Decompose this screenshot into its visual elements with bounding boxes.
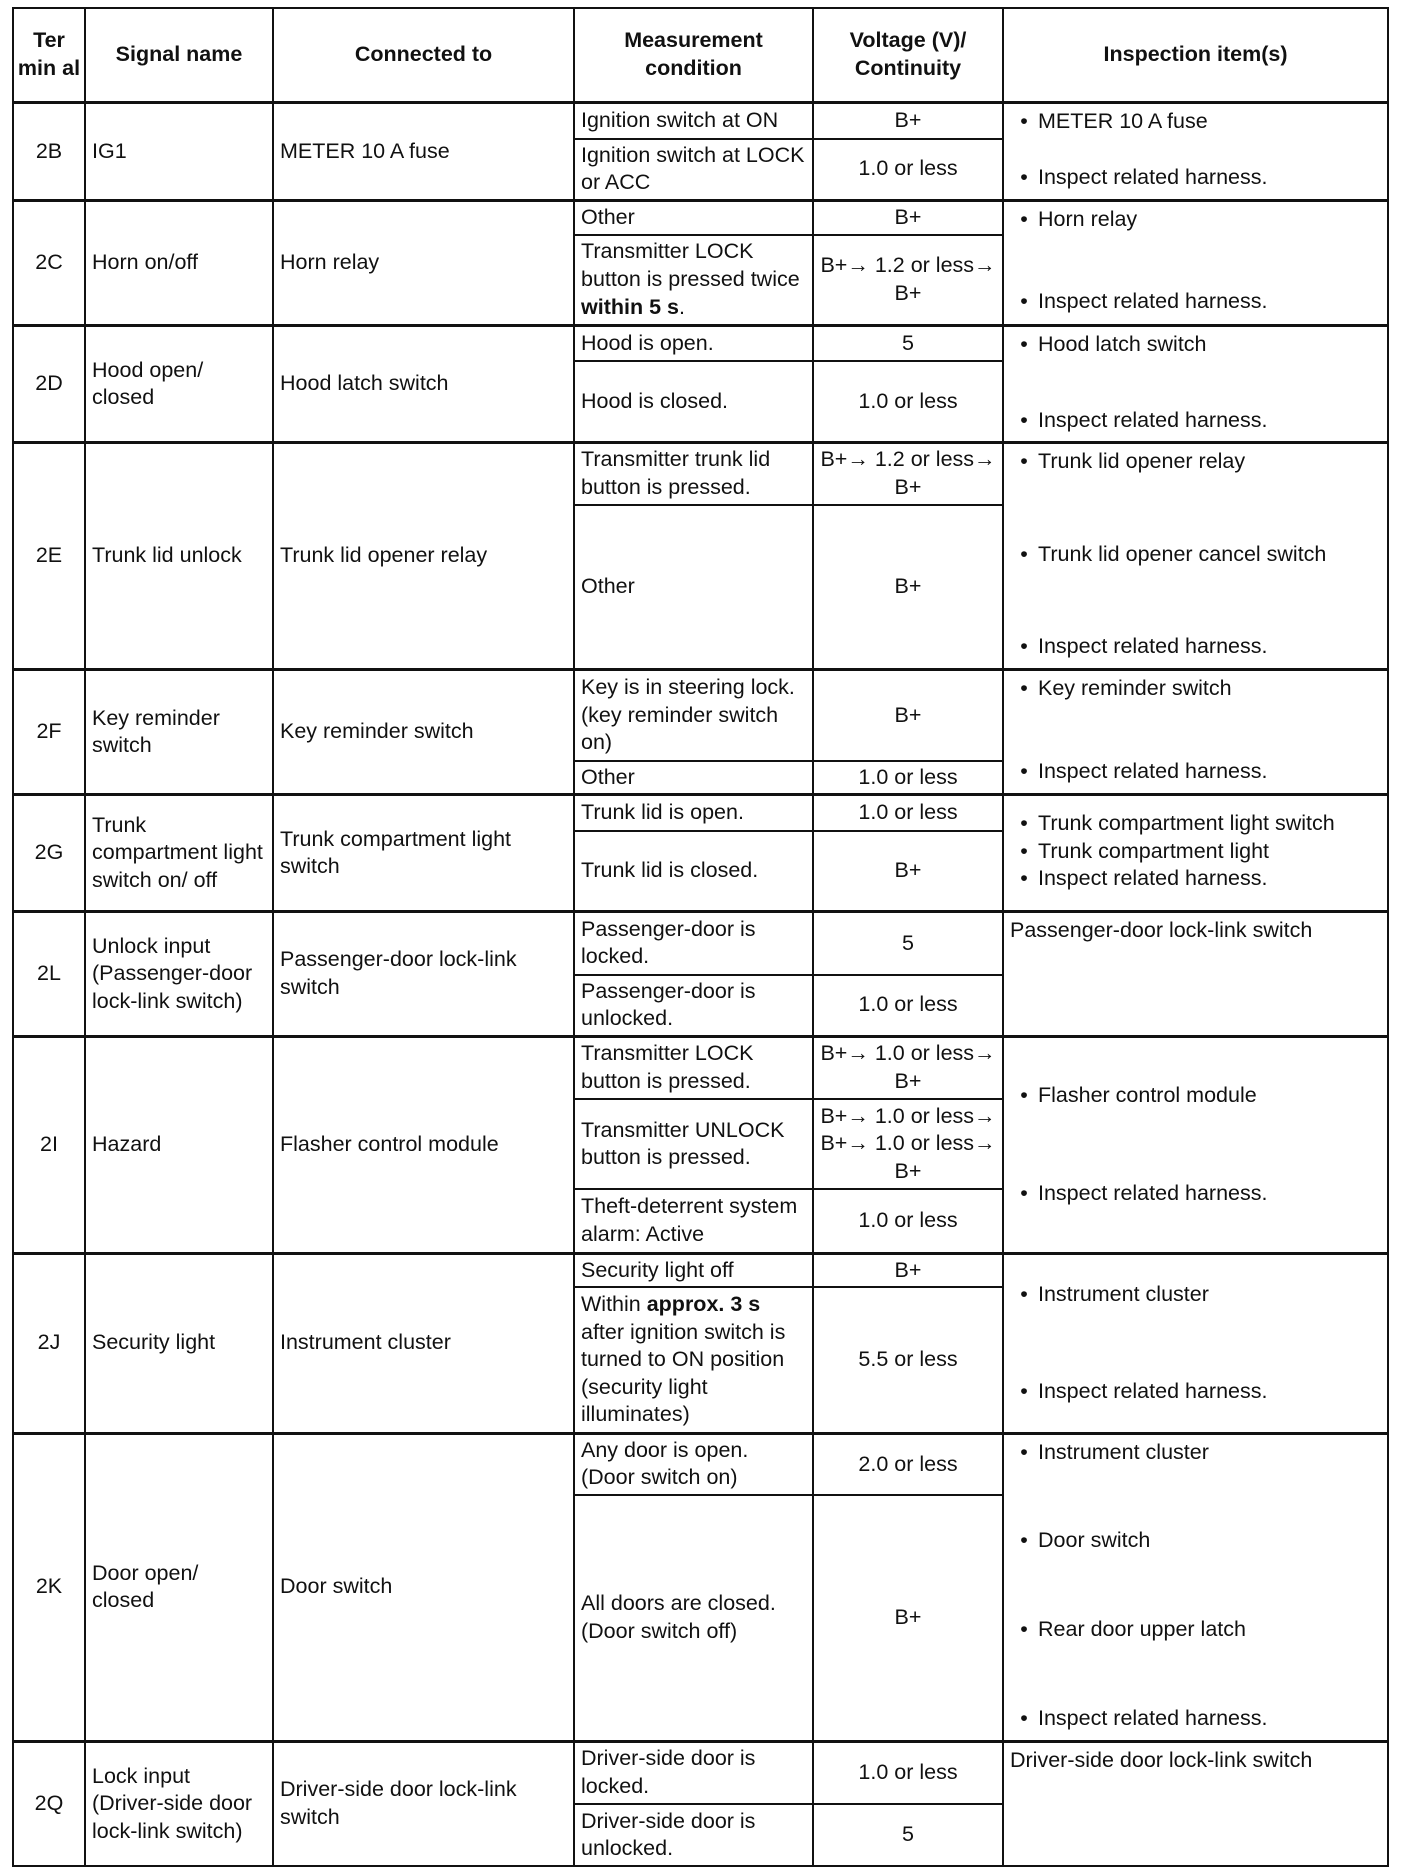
- table-row: [13, 201, 1388, 235]
- voltage-cell: B+: [813, 201, 1003, 235]
- inspection-list: [1010, 1281, 1381, 1406]
- measurement-condition-cell: [574, 1253, 813, 1287]
- voltage-cell: B+→ 1.2 or less→ B+: [813, 235, 1003, 326]
- measurement-condition-cell: [574, 1741, 813, 1804]
- condition-post-text: .: [678, 294, 685, 319]
- signal-name-cell: Trunk compartment light switch on/ off: [85, 795, 273, 912]
- inspection-item-text: Trunk lid opener relay: [1038, 449, 1246, 474]
- connected-to-cell: Passenger-door lock-link switch: [273, 912, 574, 1037]
- condition-post-text: after ignition switch is turned to ON position (security light illuminates): [581, 1319, 786, 1427]
- header-terminal: Ter min al: [13, 8, 85, 103]
- inspection-item: [1010, 541, 1381, 569]
- inspection-items-cell: [1003, 326, 1388, 443]
- terminal-cell: 2L: [13, 912, 85, 1037]
- voltage-cell: 1.0 or less: [813, 361, 1003, 443]
- condition-text: Security light off: [581, 1257, 734, 1282]
- terminal-cell: 2G: [13, 795, 85, 912]
- voltage-cell: B+: [813, 103, 1003, 139]
- measurement-condition-cell: [574, 831, 813, 912]
- signal-name-cell: Unlock input (Passenger-door lock-link switch): [85, 912, 273, 1037]
- signal-name-cell: Hazard: [85, 1036, 273, 1253]
- inspection-item-text: Inspect related harness.: [1038, 289, 1268, 314]
- voltage-cell: B+: [813, 1495, 1003, 1741]
- inspection-item: [1010, 758, 1381, 786]
- inspection-item-text: Instrument cluster: [1038, 1281, 1209, 1306]
- voltage-cell: 1.0 or less: [813, 975, 1003, 1037]
- condition-text: Transmitter LOCK button is pressed.: [581, 1041, 754, 1093]
- inspection-item-text: Trunk lid opener cancel switch: [1038, 541, 1327, 566]
- voltage-cell: 5: [813, 1804, 1003, 1866]
- inspection-item: [1010, 633, 1381, 661]
- connected-to-cell: METER 10 A fuse: [273, 103, 574, 201]
- connected-to-cell: Trunk lid opener relay: [273, 443, 574, 670]
- table-row: [13, 103, 1388, 139]
- bullet-icon: •: [1020, 758, 1028, 783]
- condition-text: Transmitter LOCK button is pressed twice: [581, 239, 800, 291]
- terminal-cell: 2K: [13, 1433, 85, 1741]
- condition-text: Trunk lid is closed.: [581, 858, 759, 883]
- condition-text: Trunk lid is open.: [581, 800, 744, 825]
- inspection-item: [1010, 675, 1381, 703]
- bullet-icon: •: [1020, 165, 1028, 190]
- measurement-condition-cell: [574, 761, 813, 795]
- inspection-items-cell: [1003, 1036, 1388, 1253]
- measurement-condition-cell: [574, 1804, 813, 1866]
- signal-name-cell: Horn on/off: [85, 201, 273, 326]
- inspection-list: [1010, 331, 1381, 434]
- inspection-items-cell: [1003, 201, 1388, 326]
- table-row: [13, 443, 1388, 505]
- condition-text: All doors are closed. (Door switch off): [581, 1591, 776, 1643]
- table-row: [13, 1433, 1388, 1495]
- table-row: [13, 326, 1388, 361]
- signal-name-cell: Trunk lid unlock: [85, 443, 273, 670]
- voltage-cell: B+: [813, 831, 1003, 912]
- condition-text: Passenger-door is locked.: [581, 916, 756, 969]
- table-row: [13, 1253, 1388, 1287]
- inspection-items-cell: [1003, 912, 1388, 1037]
- inspection-item-text: Driver-side door lock-link switch: [1010, 1747, 1313, 1772]
- inspection-item: [1010, 1527, 1381, 1555]
- inspection-item-text: Inspect related harness.: [1038, 1180, 1268, 1205]
- condition-bold-text: approx. 3 s: [646, 1292, 761, 1317]
- inspection-list: [1010, 206, 1381, 316]
- terminal-cell: 2I: [13, 1036, 85, 1253]
- bullet-icon: •: [1020, 541, 1028, 566]
- inspection-item-text: Inspect related harness.: [1038, 758, 1268, 783]
- voltage-cell: B+: [813, 1253, 1003, 1287]
- voltage-cell: 2.0 or less: [813, 1433, 1003, 1495]
- bullet-icon: •: [1020, 866, 1028, 891]
- voltage-cell: 1.0 or less: [813, 795, 1003, 831]
- header-connected-to: Connected to: [273, 8, 574, 103]
- signal-name-cell: Lock input (Driver-side door lock-link switch): [85, 1741, 273, 1866]
- table-row: [13, 1741, 1388, 1804]
- signal-name-cell: Security light: [85, 1253, 273, 1433]
- inspection-item: [1010, 108, 1381, 136]
- condition-text: Ignition switch at ON: [581, 107, 779, 132]
- inspection-item-text: Door switch: [1038, 1528, 1151, 1553]
- inspection-item-text: Inspect related harness.: [1038, 634, 1268, 659]
- inspection-item-text: Horn relay: [1038, 207, 1138, 231]
- measurement-condition-cell: [574, 1433, 813, 1495]
- inspection-items-cell: [1003, 103, 1388, 201]
- voltage-cell: B+: [813, 505, 1003, 670]
- connected-to-cell: Key reminder switch: [273, 670, 574, 795]
- terminal-cell: 2E: [13, 443, 85, 670]
- inspection-items-cell: [1003, 1433, 1388, 1741]
- connected-to-cell: Door switch: [273, 1433, 574, 1741]
- bullet-icon: •: [1020, 109, 1028, 133]
- measurement-condition-cell: [574, 443, 813, 505]
- measurement-condition-cell: [574, 670, 813, 761]
- condition-text: Driver-side door is unlocked.: [581, 1808, 756, 1861]
- voltage-cell: 1.0 or less: [813, 139, 1003, 201]
- bullet-icon: •: [1020, 1706, 1028, 1731]
- voltage-cell: B+→ 1.2 or less→ B+: [813, 443, 1003, 505]
- inspection-item-text: Hood latch switch: [1038, 332, 1207, 357]
- bullet-icon: •: [1020, 811, 1028, 836]
- measurement-condition-cell: [574, 1189, 813, 1253]
- bullet-icon: •: [1020, 634, 1028, 659]
- terminal-cell: 2D: [13, 326, 85, 443]
- connected-to-cell: Driver-side door lock-link switch: [273, 1741, 574, 1866]
- measurement-condition-cell: [574, 505, 813, 670]
- header-signal-name: Signal name: [85, 8, 273, 103]
- bullet-icon: •: [1020, 838, 1028, 863]
- bullet-icon: •: [1020, 407, 1028, 432]
- condition-text: Other: [581, 574, 635, 598]
- measurement-condition-cell: [574, 1036, 813, 1099]
- voltage-cell: 1.0 or less: [813, 1189, 1003, 1253]
- inspection-items-cell: [1003, 795, 1388, 912]
- voltage-cell: 5.5 or less: [813, 1287, 1003, 1433]
- inspection-item: [1010, 1082, 1381, 1110]
- measurement-condition-cell: [574, 1495, 813, 1741]
- measurement-condition-cell: [574, 326, 813, 361]
- terminal-cell: 2C: [13, 201, 85, 326]
- condition-text: Within: [581, 1292, 647, 1317]
- condition-text: Other: [581, 764, 635, 789]
- measurement-condition-cell: [574, 1287, 813, 1433]
- voltage-cell: 5: [813, 912, 1003, 975]
- header-row: [13, 8, 1388, 103]
- inspection-items-cell: [1003, 1741, 1388, 1866]
- table-row: [13, 795, 1388, 831]
- inspection-item: [1010, 1747, 1381, 1775]
- signal-name-cell: Door open/ closed: [85, 1433, 273, 1741]
- condition-text: Other: [581, 205, 635, 229]
- bullet-icon: •: [1020, 1379, 1028, 1404]
- inspection-item-text: Inspect related harness.: [1038, 1379, 1268, 1404]
- inspection-list: [1010, 917, 1381, 1027]
- inspection-item-text: METER 10 A fuse: [1038, 109, 1208, 133]
- condition-bold-text: within 5 s: [581, 294, 679, 319]
- inspection-item: [1010, 810, 1381, 838]
- inspection-item: [1010, 1616, 1381, 1644]
- bullet-icon: •: [1020, 1528, 1028, 1553]
- bullet-icon: •: [1020, 676, 1028, 701]
- measurement-condition-cell: [574, 795, 813, 831]
- measurement-condition-cell: [574, 139, 813, 201]
- terminal-cell: 2J: [13, 1253, 85, 1433]
- inspection-item-text: Trunk compartment light switch: [1038, 811, 1335, 836]
- bullet-icon: •: [1020, 1180, 1028, 1205]
- inspection-item-text: Inspect related harness.: [1038, 1706, 1268, 1731]
- inspection-list: [1010, 108, 1381, 192]
- measurement-condition-cell: [574, 1099, 813, 1189]
- signal-name-cell: Hood open/ closed: [85, 326, 273, 443]
- inspection-item-text: Key reminder switch: [1038, 676, 1232, 701]
- terminal-cell: 2B: [13, 103, 85, 201]
- table-row: [13, 912, 1388, 975]
- bullet-icon: •: [1020, 1281, 1028, 1306]
- inspection-item-text: Trunk compartment light: [1038, 838, 1270, 863]
- bullet-icon: •: [1020, 207, 1028, 231]
- bullet-icon: •: [1020, 1439, 1028, 1464]
- condition-text: Hood is open.: [581, 330, 714, 355]
- inspection-item-text: Inspect related harness.: [1038, 866, 1268, 891]
- table-row: [13, 1036, 1388, 1099]
- bullet-icon: •: [1020, 289, 1028, 314]
- bullet-icon: •: [1020, 449, 1028, 474]
- inspection-list: [1010, 800, 1381, 903]
- inspection-list: [1010, 448, 1381, 661]
- inspection-item: [1010, 838, 1381, 866]
- connected-to-cell: Flasher control module: [273, 1036, 574, 1253]
- inspection-item: [1010, 288, 1381, 316]
- condition-text: Hood is closed.: [581, 388, 728, 413]
- inspection-item-text: Instrument cluster: [1038, 1439, 1209, 1464]
- inspection-item: [1010, 164, 1381, 192]
- voltage-cell: 5: [813, 326, 1003, 361]
- inspection-item-text: Inspect related harness.: [1038, 165, 1268, 190]
- connected-to-cell: Instrument cluster: [273, 1253, 574, 1433]
- signal-name-cell: IG1: [85, 103, 273, 201]
- bullet-icon: •: [1020, 1617, 1028, 1642]
- inspection-item: [1010, 1281, 1381, 1309]
- inspection-items-cell: [1003, 443, 1388, 670]
- voltage-cell: B+→ 1.0 or less→ B+: [813, 1036, 1003, 1099]
- bullet-icon: •: [1020, 1083, 1028, 1108]
- inspection-item-text: Rear door upper latch: [1038, 1617, 1246, 1642]
- inspection-item: [1010, 865, 1381, 893]
- inspection-item: [1010, 448, 1381, 476]
- measurement-condition-cell: [574, 361, 813, 443]
- voltage-cell: 1.0 or less: [813, 1741, 1003, 1804]
- measurement-condition-cell: [574, 103, 813, 139]
- inspection-item: [1010, 331, 1381, 359]
- voltage-cell: B+: [813, 670, 1003, 761]
- inspection-item: [1010, 1439, 1381, 1467]
- condition-text: Ignition switch at LOCK or ACC: [581, 142, 805, 195]
- connected-to-cell: Horn relay: [273, 201, 574, 326]
- inspection-item-text: Inspect related harness.: [1038, 407, 1268, 432]
- inspection-items-cell: [1003, 670, 1388, 795]
- voltage-cell: B+→ 1.0 or less→ B+→ 1.0 or less→ B+: [813, 1099, 1003, 1189]
- bullet-icon: •: [1020, 332, 1028, 357]
- inspection-item: [1010, 917, 1381, 945]
- inspection-list: [1010, 1082, 1381, 1207]
- condition-text: Theft-deterrent system alarm: Active: [581, 1194, 798, 1246]
- inspection-item: [1010, 407, 1381, 435]
- connected-to-cell: Hood latch switch: [273, 326, 574, 443]
- inspection-item-text: Passenger-door lock-link switch: [1010, 918, 1313, 943]
- header-voltage: Voltage (V)/ Continuity: [813, 8, 1003, 103]
- measurement-condition-cell: [574, 201, 813, 235]
- inspection-item: [1010, 1180, 1381, 1208]
- inspection-list: [1010, 1747, 1381, 1858]
- measurement-condition-cell: [574, 235, 813, 326]
- header-measurement-condition: Measurement condition: [574, 8, 813, 103]
- terminal-cell: 2Q: [13, 1741, 85, 1866]
- inspection-list: [1010, 1439, 1381, 1733]
- inspection-item: [1010, 1378, 1381, 1406]
- header-inspection-items: Inspection item(s): [1003, 8, 1388, 103]
- condition-text: Any door is open. (Door switch on): [581, 1437, 749, 1490]
- condition-text: Transmitter UNLOCK button is pressed.: [581, 1117, 785, 1170]
- inspection-item-text: Flasher control module: [1038, 1083, 1257, 1108]
- condition-text: Passenger-door is unlocked.: [581, 978, 756, 1031]
- signal-name-cell: Key reminder switch: [85, 670, 273, 795]
- terminal-inspection-table: [12, 7, 1389, 1867]
- inspection-item: [1010, 206, 1381, 234]
- condition-text: Driver-side door is locked.: [581, 1746, 756, 1798]
- measurement-condition-cell: [574, 975, 813, 1037]
- voltage-cell: 1.0 or less: [813, 761, 1003, 795]
- inspection-list: [1010, 675, 1381, 785]
- inspection-item: [1010, 1705, 1381, 1733]
- inspection-items-cell: [1003, 1253, 1388, 1433]
- condition-text: Key is in steering lock. (key reminder switch on): [581, 674, 795, 755]
- table-row: [13, 670, 1388, 761]
- condition-text: Transmitter trunk lid button is pressed.: [581, 447, 771, 499]
- measurement-condition-cell: [574, 912, 813, 975]
- terminal-cell: 2F: [13, 670, 85, 795]
- connected-to-cell: Trunk compartment light switch: [273, 795, 574, 912]
